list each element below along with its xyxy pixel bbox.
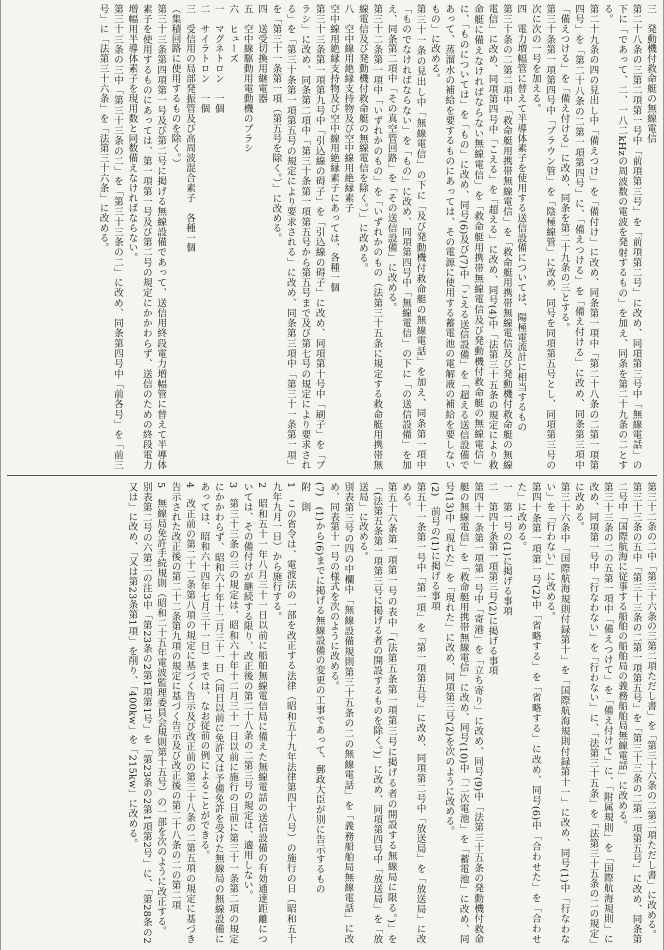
upper-body-text: 三 発動機付救命艇の無線電信 第二十八条の三第二項第一号中「前項第三号」を「前項第二号」に改め、同項第三号中「無線電話」の下に「であって、二、一八二kHzの周波数の電波を発射するもの」を加え、同条を第二十九条の二とする。 第二十九条の四の見出し中「備えつけ」を「備付け」に改め、同条第一項中「第二十八条の二第一項第四号」を「第二十八条の二第一項第四号」に、「備えつける」を「備え付ける」に改め、同条第三項中「備えつける」を「備え付ける」に改め、同条を第二十九条の三とする。 第三十条第一項第四号中「ブラウン管」を「陰極線管」に改め、同号を同項第五号とし、同項第三号の次に次の一号を加える。 四 電力増幅管に替えて半導体素子を使用する送信設備については、陽極電流計に相当するもの 第三十条の二第二項中「救命艇用携帯無線電信」を「救命艇用携帯無線電信及び発動機付救命艇の無線電信」に改め、同項第四号中「こえる」を「超える」に改め、同号(4)中「法第三十五条の規定により救命艇に備えなければならない無線電信」を「救命艇用携帯無線電信及び発動機付救命艇の無線電信」に、「ものについては」を「もの」に改め、同号(6)及び(7)中「こえる送信設備」を「超える送信設備であって、蒸溜水の補給を要するものにあっては、その電源に使用する蓄電池の電解液の補給を要しないもの」に改める。 第三十一条の見出し中「無線電信」の下に「及び発動機付救命艇の無線電話」を加え、同条第一項中「ものでなければならない」を「もの」に改め、同項第四号中「無線電信」の下に「の送信設備」を加え、同条第二項中「その真空管回路」を「その送信設備」に改める。 第三十二条第一項中「いずれかのもの」を「いずれかのもの（法第三十五条に規定する救命艇用携帯無線電信及び発動機付救命艇の無線電信を除く。）」に改める。 八 空中線用絶縁支持物及び空中線用絶縁素子 空中線用絶縁支持物及び空中線用絶縁素子にあっては、各種一個 第三十三条第一項第九号中「引込線の碍子」を「引込線の碍子」に改め、同項第十号中「刷子」を「ブラシ」に改め、同条第二項中「第三十条第一項第五号から第五号まで及び第七号の規定により要求される」を「第三十条第一項第五号の規定により要求される」に改め、同条第三項中「第三十一条第一項」を「第三十一条第一項（第五号を除く。）」に改める。 四 送受切換用継電器 五 空中線駆動用電動機のブラシ 六 ヒューズ 一 マグネトロン 一個 二 サイラトロン 一個 三 受信用の局部発振管及び高周波混合素子 各種一個 （集積回路に使用するものを除く。） 第三十三条第四項第一号及び第二号に掲げる無線設備であって、送信用終段電力増幅管に替えて半導体素子を使用するものにあっては、第一項第一号及び第二号の規定にかかわらず、送信のための終段電力増幅用半導体素子を現用数と同数備えなければならない。 第三十三条の三中「第三十三条の二」を「第三十三条の二」に改め、同条第四号中「前各号」を「前三号」に「法第三十六条」を「法第三十六条」に改める。 — [97, 4, 656, 470]
upper-text-block — [7, 4, 657, 470]
lower-body-text: 第三十二条の二中「第三十六条の三第二項ただし書」を「第三十六条の二第二項ただし書」に改める。 第三十三条の五中「第三十三条の二第一項第五号」を「第三十三条の二第一項第五号」に改め、同条第二号中「国際航海に従事する船舶の船舶局の義務船舶局無線電話」に改める。 第三十三条の二の五第一項中「備えつけて」を「備え付けて」に、「附属規則」を「国際航海規則」に改め、同項第一号中「行なわない」を「行わない」に、「法第三十五条」を「法第三十五条の二の規定」に改める。 第三十六条中「国際航海規則付録第十」を「国際航海規則付録第十一」に改め、同号(1)中「行なわない」を「行わない」に改める。 第四十条第一項第一号(2)中「省略する」を「省略する」に改め、同号(6)中「合わせた」を「合わせた」に改める。 一 第一号の(1)に掲げる事項 二 第四十条第一項第三号(2)に掲げる事項 第四十一条第一項第一号中「寄港」を「立ち寄り」に改め、同号(9)中「法第三十五条の発動機付救命艇の無線電信」を「救命艇用携帯無線電信」に改め、同号(10)中「二次電池」を「蓄電池」に改め、同号(13)中「現れた」を「現れた」に改め、同項第三号(2)を次のように改める。 (2) 前号の(1)に掲げる事項 第五十一条第一号中「第一項」を「第一項第五号」に改め、同項第二号中「放送局」を「放送局」に改める。 第五十六条第一項第一号の表中「(法第五条第一項第三号に掲げる者の開設する無線局に限る。)」を「(法第五条第一項第三号に掲げる者の開設するものを除く。)」に改め、同項第四号中「放送局」を「放送局」に改める。 別表第三号の四の中欄中「無線設備規則第三十五条の二の無線電話」を「義務船舶局無線電話」に改め、同表第十一号の様式を次のように改める。 (7) (1)から(6)までに掲げる無線設備の変更の工事であって、郵政大臣が別に告示するもの 附 則 1 この省令は、電波法の一部を改正する法律（昭和五十九年法律第四十八号）の施行の日（昭和五十九年九月一日）から施行する。 2 昭和五十一年八月三十一日以前に船舶無線電信局に備えた無線電話の送信設備の有効通達距離については、その備付けが継続する限り、改正後の第二十八条の二第三号の規定は、適用しない。 3 第三十三条の三の規定は、昭和六十年十二月三十一日以前に施行の日前に第三十一条第二項の規定にかかわらず、昭和六十年十二月三十一日（同日以前に免許又は予備免許を受けた無線局の無線設備にあっては、昭和六十四年七月三十一日）までは、なお従前の例によることができる。 4 改正前の第二十二条第八項の規定に基づく告示及び改正前の第三十八条の二第五項の規定に基づき告示された改正後の第二十二条第九項の規定に基づく告示及び改正後の第二十八条の二の第二項 5 無線局免許手続規則（昭和二十五年電波監理委員会規則第十五号）の一部を次のように改正する。 別表第二号の六第二の注3中「第23条の2第1項第1号」を「第23条の2第1項第2号」に、「第28条の2又は」に改め、「又は第23条第1項」を削り、「400kw」を「215kw」に改める。 — [126, 482, 656, 944]
lower-text-block — [7, 482, 657, 944]
section-divider — [7, 475, 657, 476]
